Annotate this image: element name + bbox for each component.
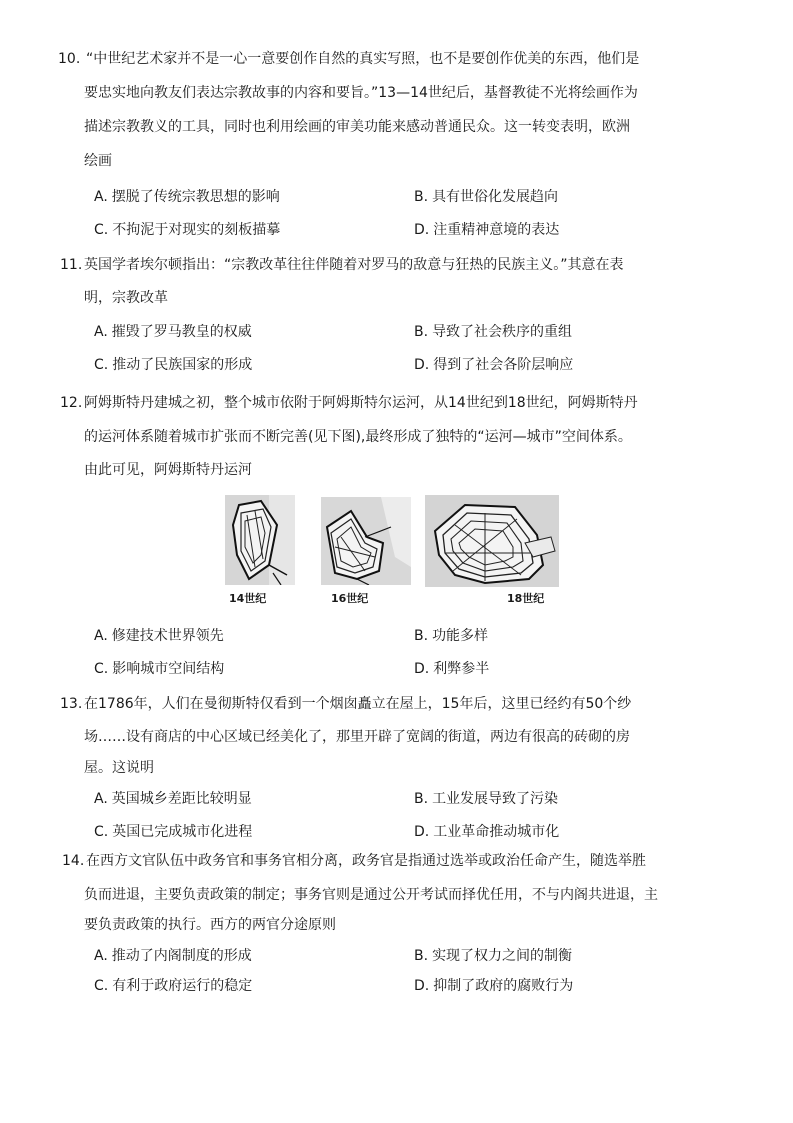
question-14-option-c[interactable] — [94, 976, 252, 996]
question-12-stem-line-1: 阿姆斯特丹建城之初，整个城市依附于阿姆斯特尔运河，从14世纪到18世纪，阿姆斯特丹 — [84, 395, 638, 411]
question-12-option-a[interactable] — [94, 626, 224, 646]
question-10-number: 10. — [58, 51, 81, 67]
option-text: 抑制了政府的腐败行为 — [433, 978, 574, 994]
option-letter: A. — [94, 791, 108, 807]
option-text: 注重精神意境的表达 — [433, 222, 560, 238]
option-letter: B. — [414, 324, 429, 340]
question-14-number: 14. — [62, 853, 85, 869]
question-12-stem-line-2: 的运河体系随着城市扩张而不断完善(见下图),最终形成了独特的“运河—城市”空间体系。 — [84, 429, 632, 445]
question-14-option-a[interactable] — [94, 946, 252, 966]
map-caption-18th-century: 18世纪 — [507, 592, 545, 605]
question-12-option-b[interactable] — [414, 626, 488, 646]
question-10-stem-line-2: 要忠实地向教友们表达宗教故事的内容和要旨。”13—14世纪后，基督教徒不光将绘画作为 — [84, 85, 638, 101]
question-13-stem-line-1: 在1786年，人们在曼彻斯特仅看到一个烟囱矗立在屋上，15年后，这里已经约有50个纱 — [84, 696, 632, 712]
option-letter: D. — [414, 824, 430, 840]
option-text: 摧毁了罗马教皇的权威 — [111, 324, 252, 340]
question-13-option-b[interactable] — [414, 789, 558, 809]
option-letter: C. — [94, 978, 109, 994]
question-10-option-b[interactable] — [414, 187, 558, 207]
option-text: 得到了社会各阶层响应 — [433, 357, 574, 373]
question-10-option-c[interactable] — [94, 220, 280, 240]
question-14-option-b[interactable] — [414, 946, 572, 966]
option-text: 实现了权力之间的制衡 — [432, 948, 573, 964]
question-10-stem-line-3: 描述宗教教义的工具，同时也利用绘画的审美功能来感动普通民众。这一转变表明，欧洲 — [84, 119, 630, 135]
option-letter: C. — [94, 661, 109, 677]
question-13-option-a[interactable] — [94, 789, 252, 809]
question-11-number: 11. — [60, 257, 83, 273]
option-text: 推动了民族国家的形成 — [112, 357, 253, 373]
option-letter: D. — [414, 357, 430, 373]
question-11-stem-line-2: 明，宗教改革 — [84, 290, 168, 306]
option-letter: D. — [414, 222, 430, 238]
option-text: 摆脱了传统宗教思想的影响 — [111, 189, 280, 205]
question-14-stem-line-3: 要负责政策的执行。西方的两官分途原则 — [84, 917, 336, 933]
option-text: 有利于政府运行的稳定 — [112, 978, 253, 994]
option-letter: A. — [94, 628, 108, 644]
question-11-option-a[interactable] — [94, 322, 252, 342]
option-letter: B. — [414, 948, 429, 964]
question-13-stem-line-3: 屋。这说明 — [84, 760, 154, 776]
question-13-number: 13. — [60, 696, 83, 712]
option-text: 导致了社会秩序的重组 — [432, 324, 573, 340]
question-10-option-d[interactable] — [414, 220, 559, 240]
question-13-option-d[interactable] — [414, 822, 559, 842]
question-12-stem-line-3: 由此可见，阿姆斯特丹运河 — [84, 462, 252, 478]
option-letter: B. — [414, 791, 429, 807]
option-text: 影响城市空间结构 — [112, 661, 225, 677]
map-caption-16th-century: 16世纪 — [331, 592, 369, 605]
option-text: 不拘泥于对现实的刻板描摹 — [112, 222, 281, 238]
option-letter: B. — [414, 189, 429, 205]
option-letter: C. — [94, 222, 109, 238]
option-letter: A. — [94, 324, 108, 340]
option-letter: C. — [94, 824, 109, 840]
question-14-option-d[interactable] — [414, 976, 573, 996]
question-11-option-c[interactable] — [94, 355, 252, 375]
question-10-stem-line-4: 绘画 — [84, 153, 112, 169]
map-14th-century — [225, 495, 295, 585]
question-12-option-d[interactable] — [414, 659, 489, 679]
option-letter: D. — [414, 661, 430, 677]
question-11-option-b[interactable] — [414, 322, 572, 342]
map-18th-century — [425, 495, 559, 587]
question-11-option-d[interactable] — [414, 355, 573, 375]
option-text: 英国已完成城市化进程 — [112, 824, 253, 840]
question-13-option-c[interactable] — [94, 822, 252, 842]
option-text: 推动了内阁制度的形成 — [111, 948, 252, 964]
option-text: 工业革命推动城市化 — [433, 824, 560, 840]
question-14-stem-line-2: 负而进退，主要负责政策的制定；事务官则是通过公开考试而择优任用，不与内阁共进退，主 — [84, 887, 658, 903]
map-16th-century — [321, 497, 411, 585]
question-11-stem-line-1: 英国学者埃尔顿指出：“宗教改革往往伴随着对罗马的敌意与狂热的民族主义。”其意在表 — [84, 257, 624, 273]
option-text: 英国城乡差距比较明显 — [111, 791, 252, 807]
question-12-option-c[interactable] — [94, 659, 224, 679]
question-13-stem-line-2: 场……设有商店的中心区域已经美化了，那里开辟了宽阔的街道，两边有很高的砖砌的房 — [84, 729, 630, 745]
question-12-number: 12. — [60, 395, 83, 411]
question-14-stem-line-1: 在西方文官队伍中政务官和事务官相分离，政务官是指通过选举或政治任命产生，随选举胜 — [86, 853, 646, 869]
question-10-option-a[interactable] — [94, 187, 280, 207]
option-letter: B. — [414, 628, 429, 644]
option-letter: A. — [94, 948, 108, 964]
option-letter: A. — [94, 189, 108, 205]
option-text: 具有世俗化发展趋向 — [432, 189, 559, 205]
option-text: 工业发展导致了污染 — [432, 791, 559, 807]
option-letter: C. — [94, 357, 109, 373]
option-text: 利弊参半 — [433, 661, 490, 677]
option-letter: D. — [414, 978, 430, 994]
question-10-stem-line-1: “中世纪艺术家并不是一心一意要创作自然的真实写照，也不是要创作优美的东西，他们是 — [86, 51, 640, 67]
option-text: 功能多样 — [432, 628, 489, 644]
amsterdam-canal-maps-figure — [225, 495, 565, 605]
map-caption-14th-century: 14世纪 — [229, 592, 267, 605]
option-text: 修建技术世界领先 — [111, 628, 224, 644]
